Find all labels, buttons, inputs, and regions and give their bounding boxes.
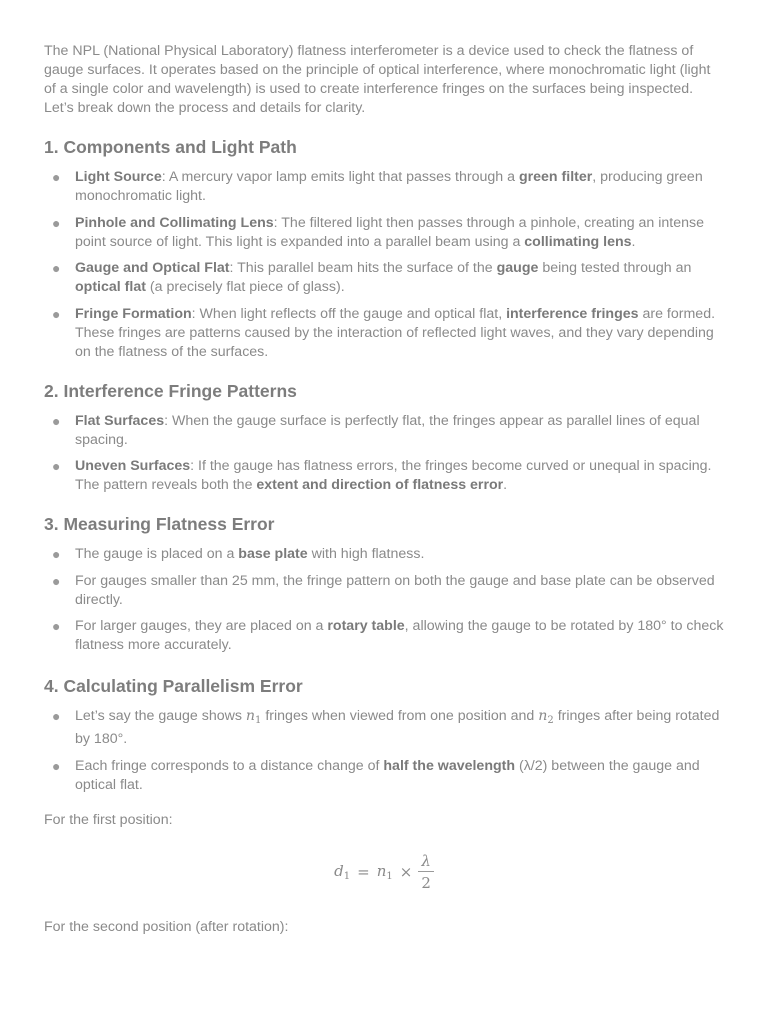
section-1-list [44, 168, 724, 362]
bullet-icon: ● [52, 214, 61, 231]
formula-lhs: $d_1$ [334, 861, 351, 882]
bullet-icon: ● [52, 412, 61, 429]
formula-equals: = [357, 862, 370, 881]
math-n2: $n_2$ [538, 708, 554, 726]
bullet-icon: ● [52, 458, 61, 474]
bullet-icon: ● [52, 618, 61, 634]
list-item: ● Gauge and Optical Flat: This parallel beam hits the surface of the gauge being tested through an optical flat (a precisely flat piece of glass). [52, 260, 692, 295]
first-position-label: For the first position: [44, 811, 173, 828]
list-item: ● For larger gauges, they are placed on a rotary table, allowing the gauge to be rotated by 180° to check flatness more accurately. [52, 618, 724, 653]
list-item: ● Pinhole and Collimating Lens: The filtered light then passes through a pinhole, creating an intense point source of light. This light is expanded into a parallel beam using a collimating lens. [52, 214, 705, 250]
list-item: ● Uneven Surfaces: If the gauge has flatness errors, the fringes become curved or unequal in spacing. The pattern reveals both the extent and direction of flatness error. [52, 458, 712, 493]
formula-times: × [399, 862, 413, 881]
math-n1: $n_1$ [245, 708, 262, 726]
intro-paragraph: The NPL (National Physical Laboratory) flatness interferometer is a device used to check the flatness of gauge surfaces. It operates based on the principle of optical interference, where monochromatic light (light of a single color and wavelength) is used to create interference fringes on the surfaces being inspected. Let’s break down the process and details for clarity. [44, 43, 711, 116]
list-item: ● The gauge is placed on a base plate with high flatness. [52, 546, 425, 562]
formula-n1: $n_1$ [376, 861, 393, 882]
section-4-heading: 4. Calculating Parallelism Error [44, 676, 303, 696]
bullet-icon: ● [52, 572, 61, 589]
list-item: ● Each fringe corresponds to a distance change of half the wavelength (λ/2) between the gauge and optical flat. [52, 757, 700, 793]
section-2-heading: 2. Interference Fringe Patterns [44, 380, 297, 401]
list-item: ● Flat Surfaces: When the gauge surface is perfectly flat, the fringes appear as parallel lines of equal spacing. [52, 412, 700, 448]
fraction-denominator: 2 [421, 873, 431, 892]
bullet-icon: ● [52, 169, 61, 185]
section-3-list [44, 545, 724, 655]
bullet-icon: ● [52, 546, 61, 562]
section-3-heading: 3. Measuring Flatness Error [44, 514, 275, 534]
section-1-heading: 1. Components and Light Path [44, 137, 297, 157]
bullet-icon: ● [52, 757, 61, 774]
fraction-numerator: λ [418, 852, 434, 872]
list-item: ● Light Source: A mercury vapor lamp emits light that passes through a green filter, producing green monochromatic light. [52, 169, 703, 204]
bullet-icon: ● [52, 708, 61, 724]
section-4-list [44, 707, 724, 795]
list-item: ● Fringe Formation: When light reflects off the gauge and optical flat, interference fringes are formed. These fringes are patterns caused by the interaction of reflected light waves, and they vary depending on the flatness of the surfaces. [52, 305, 716, 360]
bullet-icon: ● [52, 260, 61, 276]
section-2-list [44, 412, 724, 496]
list-item: ● For gauges smaller than 25 mm, the fringe pattern on both the gauge and base plate can be observed directly. [52, 572, 715, 608]
formula-fraction [418, 852, 434, 892]
formula-d1 [44, 852, 724, 892]
list-item: ● Let’s say the gauge shows $n_1$ fringes when viewed from one position and $n_2$ fringes after being rotated by 180°. [52, 708, 720, 747]
second-position-label: For the second position (after rotation): [44, 918, 289, 935]
bullet-icon: ● [52, 305, 61, 322]
